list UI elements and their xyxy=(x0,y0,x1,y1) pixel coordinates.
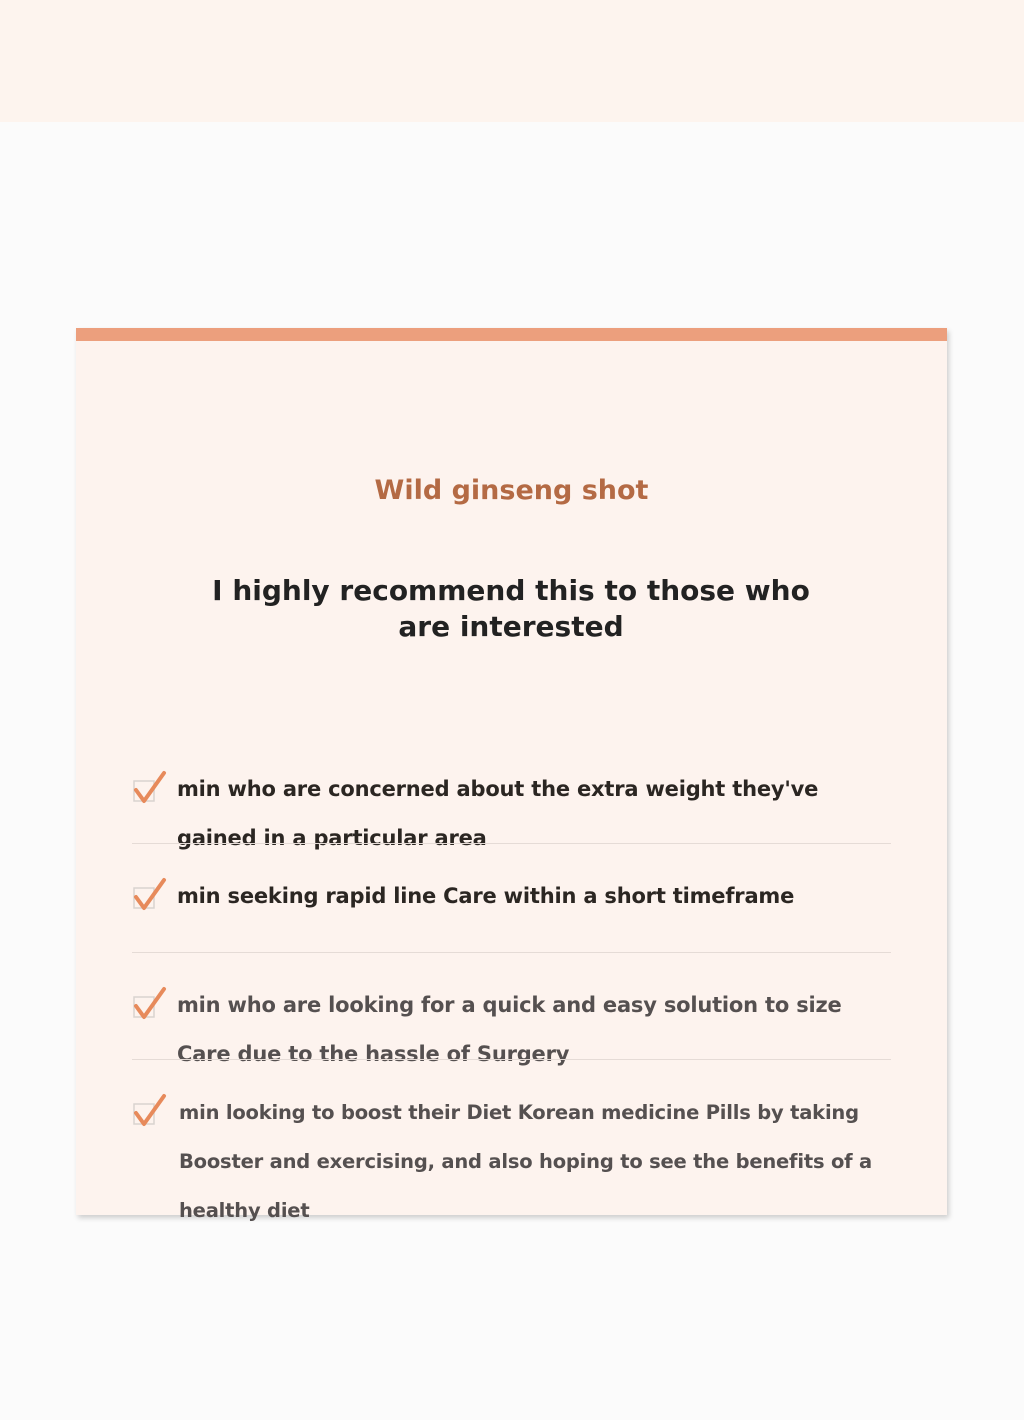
list-item-text: min who are looking for a quick and easy solution to size Care due to the hassle of Surgery xyxy=(177,993,842,1066)
card-accent-bar xyxy=(76,328,947,341)
check-icon xyxy=(131,1093,167,1129)
list-item-text: min looking to boost their Diet Korean medicine Pills by taking Booster and exercising, and also hoping to see the benefits of a healthy diet xyxy=(179,1101,872,1222)
top-band xyxy=(0,0,1024,122)
check-icon xyxy=(131,770,167,806)
divider xyxy=(132,843,891,844)
list-item-text: min seeking rapid line Care within a short timeframe xyxy=(177,884,795,908)
check-icon xyxy=(131,877,167,913)
check-icon xyxy=(131,986,167,1022)
divider xyxy=(132,1059,891,1060)
card-title: Wild ginseng shot xyxy=(374,475,649,506)
recommendation-card xyxy=(76,328,947,1222)
card-subtitle: I highly recommend this to those who are interested xyxy=(212,574,810,643)
divider xyxy=(132,952,891,953)
list-item-text: min who are concerned about the extra weight they've gained in a particular area xyxy=(177,777,819,850)
